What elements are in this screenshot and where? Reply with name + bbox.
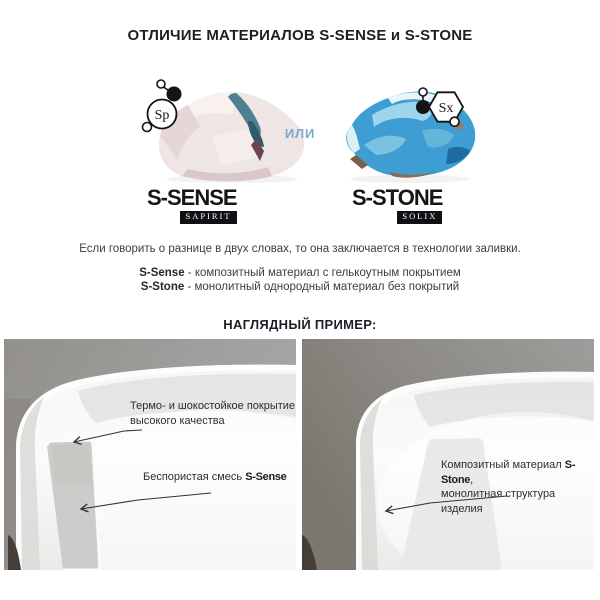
annotation-material-text: Композитный материал <box>441 459 565 471</box>
molecule-node-filled <box>167 87 182 102</box>
bathtub-cross-section <box>8 365 296 570</box>
molecule-node-small-top <box>157 80 165 88</box>
s-sense-wordmark: S-SENSE <box>147 185 237 210</box>
annotation-material-line1 <box>441 458 594 487</box>
s-sense-logo <box>147 187 237 224</box>
solix-badge: SOLIX <box>397 211 442 224</box>
sp-molecule-icon <box>139 76 189 134</box>
stone-brand-name: S-Stone <box>140 281 185 293</box>
molecule-node-small-top <box>419 88 427 96</box>
sense-description-text: - композитный материал с гелькоутным покрытием <box>184 267 461 279</box>
s-stone-bathtub-scene <box>302 339 594 570</box>
stone-description <box>0 281 600 293</box>
annotation-mix <box>143 470 287 485</box>
annotation-mix-brand: S-Sense <box>245 471 287 483</box>
example-heading: НАГЛЯДНЫЙ ПРИМЕР: <box>223 317 377 332</box>
sx-symbol: Sx <box>438 101 454 116</box>
page-title: ОТЛИЧИЕ МАТЕРИАЛОВ S-SENSE и S-STONE <box>127 27 473 44</box>
annotation-coating-text: Термо- и шокостойкое покрытие высокого качества <box>130 400 296 427</box>
intro-text: Если говорить о разнице в двух словах, то она заключается в технологии заливки. <box>79 243 521 255</box>
s-stone-example-photo <box>302 339 594 570</box>
annotation-material <box>441 458 594 516</box>
annotation-material-brand: S-Stone <box>441 459 576 486</box>
sense-description <box>0 267 600 279</box>
molecule-node-filled <box>416 100 430 114</box>
s-sense-example-photo <box>4 339 296 570</box>
annotation-material-line2: монолитная структура изделия <box>441 488 556 515</box>
sx-hexagon-icon <box>406 82 470 128</box>
annotation-material-after: , <box>470 473 474 486</box>
sp-symbol: Sp <box>154 108 170 123</box>
sense-brand-name: S-Sense <box>139 267 185 279</box>
stone-description-text: - монолитный однородный материал без покрытий <box>184 281 460 293</box>
sapirit-badge: SAPIRIT <box>180 211 236 224</box>
s-stone-wordmark: S-STONE <box>352 185 443 210</box>
molecule-node-small-bottom <box>143 123 152 132</box>
annotation-coating <box>130 399 296 428</box>
annotation-mix-text: Беспористая смесь <box>143 471 246 483</box>
s-stone-logo <box>352 187 442 224</box>
molecule-node-small-bottom <box>450 117 459 126</box>
or-label: ИЛИ <box>284 126 316 141</box>
s-sense-bathtub-scene <box>4 339 296 570</box>
